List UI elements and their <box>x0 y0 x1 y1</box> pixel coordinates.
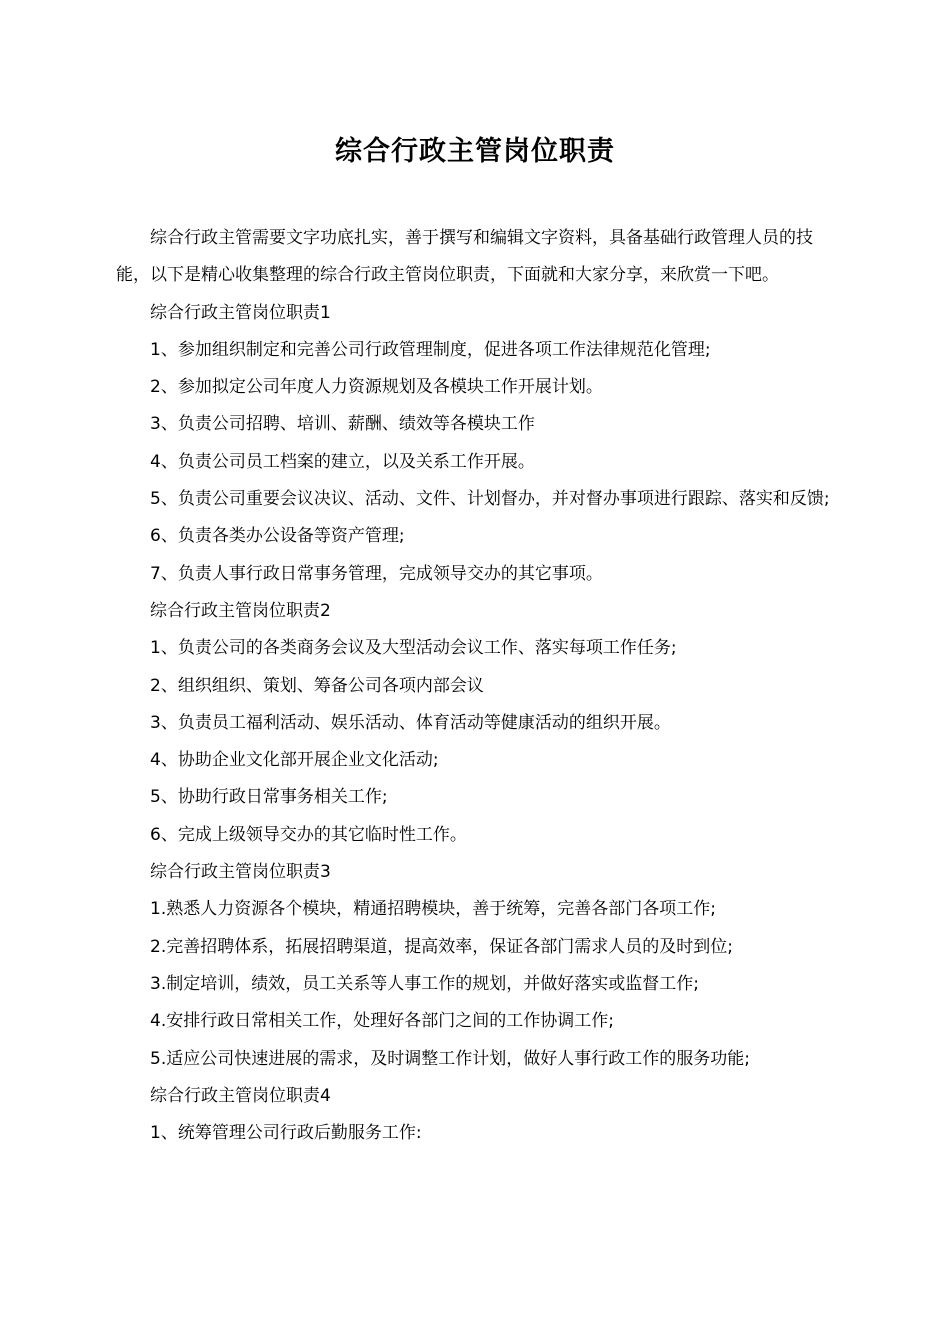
intro-paragraph: 综合行政主管需要文字功底扎实，善于撰写和编辑文字资料，具备基础行政管理人员的技能，以下是精心收集整理的综合行政主管岗位职责，下面就和大家分享，来欣赏一下吧。 <box>116 228 813 286</box>
list-item: 2、组织组织、策划、筹备公司各项内部会议 <box>150 675 484 696</box>
list-item: 4.安排行政日常相关工作，处理好各部门之间的工作协调工作; <box>150 1011 614 1032</box>
document-title: 综合行政主管岗位职责 <box>335 136 615 167</box>
section-heading: 综合行政主管岗位职责3 <box>150 862 331 883</box>
list-item: 1、负责公司的各类商务会议及大型活动会议工作、落实每项工作任务; <box>150 638 677 659</box>
list-item: 4、负责公司员工档案的建立，以及关系工作开展。 <box>150 451 535 472</box>
list-item: 5、协助行政日常事务相关工作; <box>150 787 388 808</box>
list-item: 1、统筹管理公司行政后勤服务工作: <box>150 1123 422 1144</box>
list-item: 2、参加拟定公司年度人力资源规划及各模块工作开展计划。 <box>150 377 603 398</box>
list-item: 1、参加组织制定和完善公司行政管理制度，促进各项工作法律规范化管理; <box>150 339 711 360</box>
section-heading: 综合行政主管岗位职责1 <box>150 302 331 323</box>
list-item: 6、负责各类办公设备等资产管理; <box>150 526 405 547</box>
list-item: 2.完善招聘体系，拓展招聘渠道，提高效率，保证各部门需求人员的及时到位; <box>150 936 733 957</box>
section-heading: 综合行政主管岗位职责4 <box>150 1085 331 1106</box>
section-heading: 综合行政主管岗位职责2 <box>150 600 331 621</box>
list-item: 5.适应公司快速进展的需求，及时调整工作计划，做好人事行政工作的服务功能; <box>150 1048 750 1069</box>
list-item: 3.制定培训，绩效，员工关系等人事工作的规划，并做好落实或监督工作; <box>150 973 699 994</box>
list-item: 3、负责员工福利活动、娱乐活动、体育活动等健康活动的组织开展。 <box>150 712 671 733</box>
list-item: 7、负责人事行政日常事务管理，完成领导交办的其它事项。 <box>150 563 603 584</box>
list-item: 3、负责公司招聘、培训、薪酬、绩效等各模块工作 <box>150 414 535 435</box>
list-item: 6、完成上级领导交办的其它临时性工作。 <box>150 824 467 845</box>
list-item: 1.熟悉人力资源各个模块，精通招聘模块，善于统筹，完善各部门各项工作; <box>150 899 716 920</box>
list-item: 5、负责公司重要会议决议、活动、文件、计划督办，并对督办事项进行跟踪、落实和反馈; <box>150 489 830 510</box>
document-body <box>116 220 838 1152</box>
list-item: 4、协助企业文化部开展企业文化活动; <box>150 750 439 771</box>
